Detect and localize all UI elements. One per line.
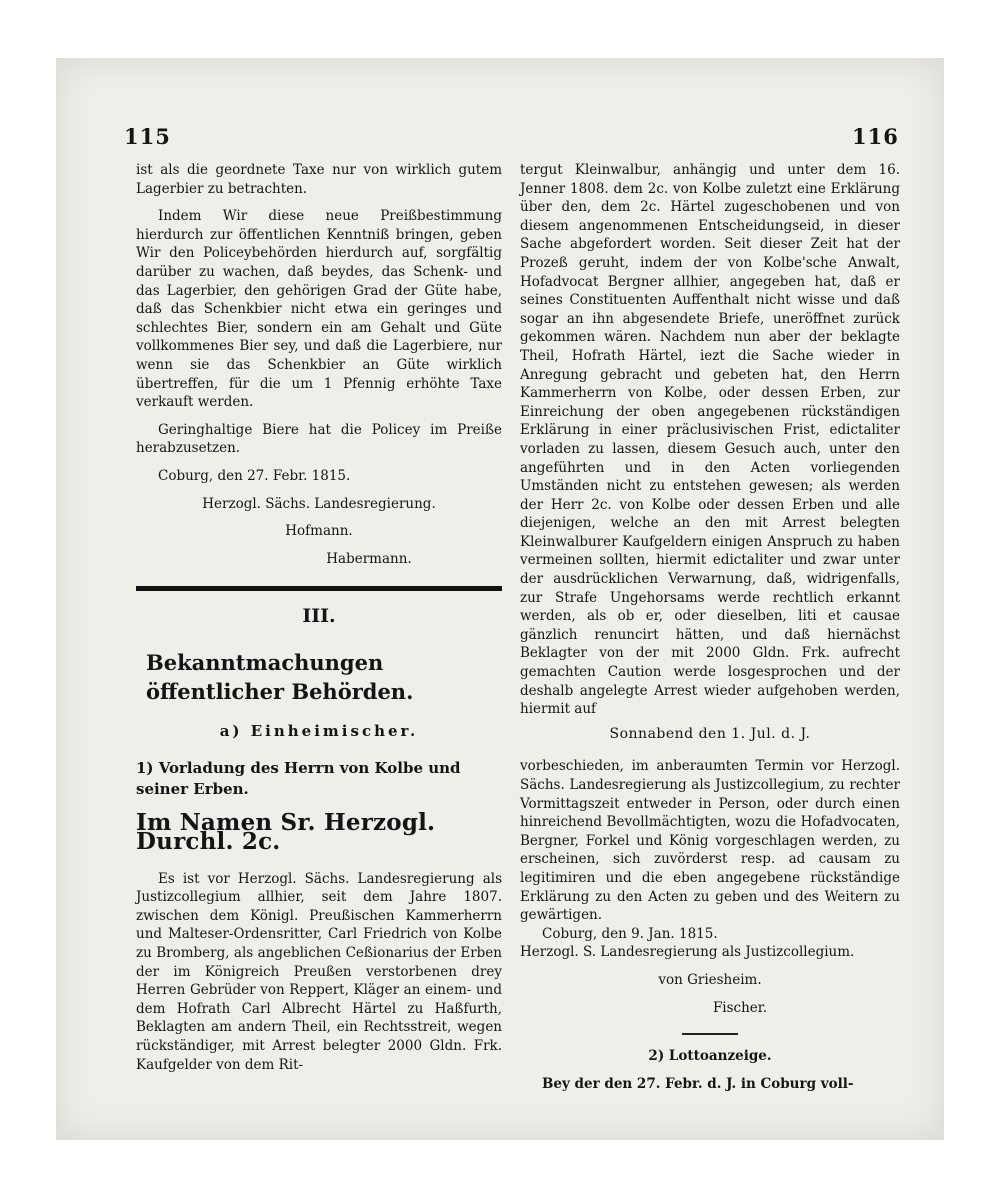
invocation-heading: Im Namen Sr. Herzogl. Durchl. 2c. <box>136 809 436 856</box>
lottery-notice-title: 2) Lottoanzeige. <box>648 1048 772 1065</box>
decree-authority: Herzogl. Sächs. Landesregierung. <box>202 495 436 512</box>
paragraph-summons: tergut Kleinwalbur, anhängig und unter dem 16. Jenner 1808. dem 2c. von Kolbe zuletzt eine Erklärung über den, dem 2c. Härtel zugeschobenen und von diesem angenommenen Entscheidungseid, in dieser Sache abgefordert worden. Seit dieser Zeit hat der Prozeß geruht, indem der von Kolbe'sche Anwalt, Hofadvocat Bergner allhier, angegeben hat, daß er seines Constituenten Auffenthalt nicht wisse und daß sogar an ihn abgesendete Briefe, uneröffnet zurück gekommen wären. Nachdem nun aber der beklagte Theil, Hofrath Härtel, iezt die Sache wieder in Anregung gebracht und gebeten hat, den Herrn Kammerherrn von Kolbe, oder dessen Erben, zur Einreichung der oben angegebenen rückständigen Erklärung in einer präclusivischen Frist, edictaliter vorladen zu lassen, diesem Gesuch auch, unter den angeführten und in den Acten vorliegenden Umständen nicht zu entstehen gewesen; als werden der Herr 2c. von Kolbe oder dessen Erben und alle diejenigen, welche an den mit Arrest belegten Kleinwalburer Kaufgeldern einigen Anspruch zu haben vermeinen sollten, hiermit edictaliter und zwar unter der ausdrücklichen Verwarnung, daß, widrigenfalls, zur Strafe Ungehorsams werde rechtlich erkannt werden, als ob er, oder dieselben, liti et causae gänzlich renuncirt hätten, und daß hiernächst Beklagter von der mit 2000 Gldn. Frk. aufrecht gemachten Caution werde losgesprochen und der deshalb angelegte Arrest wieder aufgehoben werden, hiermit auf <box>520 162 900 718</box>
notice-title: 1) Vorladung des Herrn von Kolbe und seiner Erben. <box>136 759 461 799</box>
lottery-notice-text: Bey der den 27. Febr. d. J. in Coburg voll- <box>542 1075 854 1092</box>
page-number-left: 115 <box>124 124 171 149</box>
notice-divider <box>682 1033 738 1035</box>
paragraph-appearance: vorbeschieden, im anberaumten Termin vor Herzogl. Sächs. Landesregierung als Justizcollegium, zu rechter Vormittagszeit entweder in Person, oder durch einen hinreichend Bevollmächtigten, wozu die Hofadvocaten, Bergner, Forkel und König vorgeschlagen werden, zu erscheinen, sich zuvörderst resp. ad causam zu legitimiren und die eben angegebene rückständige Erklärung zu den Acten zu geben und des Weitern zu gewärtigen. <box>520 758 900 924</box>
paragraph-decree: Indem Wir diese neue Preißbestimmung hierdurch zur öffentlichen Kenntniß bringen, geben Wir den Policeybehörden hierdurch auf, sorgfältig darüber zu wachen, daß beydes, das Schenk- und das Lagerbier, den gehörigen Grad der Güte habe, daß das Schenkbier nicht etwa ein geringes und schlechtes Bier, sondern ein am Gehalt und Güte vollkommenes Bier sey, und daß die Lagerbiere, nur wenn sie das Schenkbier an Güte wirklich übertreffen, für die um 1 Pfennig erhöhte Taxe verkauft werden. <box>136 208 502 411</box>
decree-date: Coburg, den 27. Febr. 1815. <box>158 467 351 484</box>
summons-date: Coburg, den 9. Jan. 1815. <box>542 925 718 942</box>
right-column <box>520 161 900 1093</box>
subsection-title: a) Einheimischer. <box>219 721 419 740</box>
section-title: Bekanntmachungen öffentlicher Behörden. <box>146 649 414 704</box>
paragraph-lawsuit: Es ist vor Herzogl. Sächs. Landesregierung als Justizcollegium allhier, seit dem Jahre 1807. zwischen dem Königl. Preußischen Kammerherrn und Malteser-Ordensritter, Carl Friedrich von Kolbe zu Bromberg, als angeblichen Ceßionarius der Erben der im Königreich Preußen verstorbenen drey Herren Gebrüder von Reppert, Kläger an einem- und dem Hofrath Carl Albrecht Härtel zu Haßfurth, Beklagten am andern Theil, ein Rechtsstreit, wegen rückständiger, mit Arrest belegter 2000 Gldn. Frk. Kaufgelder von dem Rit- <box>136 870 502 1073</box>
left-column <box>136 161 502 1074</box>
page-number-right: 116 <box>852 124 899 149</box>
summons-authority: Herzogl. S. Landesregierung als Justizcollegium. <box>520 944 855 961</box>
section-divider <box>136 586 502 591</box>
signature-griesheim: von Griesheim. <box>658 971 762 988</box>
paragraph-continuation: ist als die geordnete Taxe nur von wirklich gutem Lagerbier zu betrachten. <box>136 162 502 197</box>
signature-habermann: Habermann. <box>326 550 412 567</box>
signature-fischer: Fischer. <box>712 999 768 1016</box>
signature-hofmann: Hofmann. <box>285 523 353 540</box>
section-number: III. <box>302 605 336 628</box>
hearing-date: Sonnabend den 1. Jul. d. J. <box>609 725 811 742</box>
paragraph-weak-beer: Geringhaltige Biere hat die Policey im Preiße herabzusetzen. <box>136 421 502 457</box>
